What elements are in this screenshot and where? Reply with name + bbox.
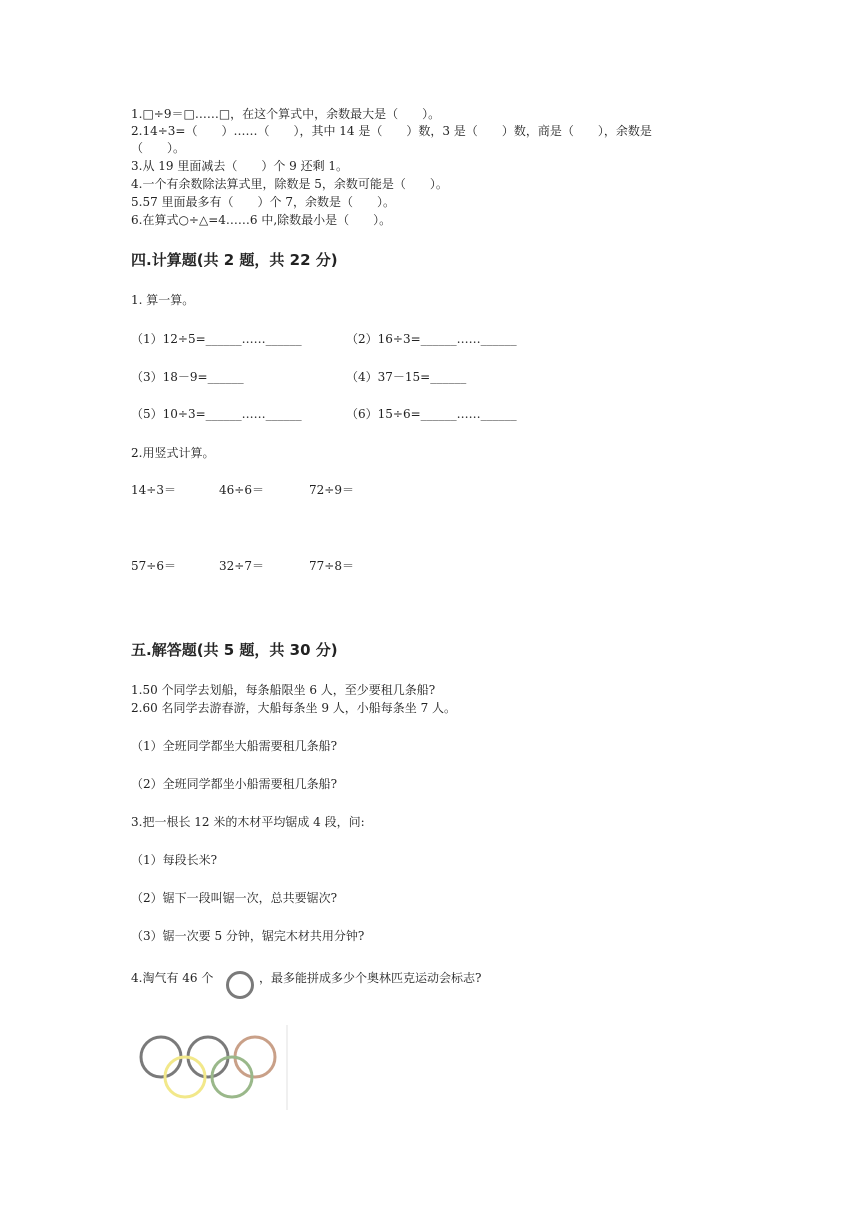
calc-item-3: （3）18－9=______ bbox=[131, 370, 244, 384]
olympic-rings-figure bbox=[135, 1025, 290, 1110]
solve-q3-part2: （2）锯下一段叫锯一次，总共要锯次? bbox=[131, 891, 338, 905]
calc-item-4: （4）37－15=______ bbox=[346, 370, 467, 384]
ring-middle-gray bbox=[188, 1037, 228, 1077]
ring-left-gray bbox=[141, 1037, 181, 1077]
section-5-title: 五.解答题(共 5 题，共 30 分) bbox=[131, 641, 338, 659]
solve-q3-part1: （1）每段长米? bbox=[131, 853, 218, 867]
solve-q2-part2: （2）全班同学都坐小船需要租几条船? bbox=[131, 777, 338, 791]
solve-q3: 3.把一根长 12 米的木材平均锯成 4 段，问: bbox=[131, 815, 365, 829]
solve-q2-part1: （1）全班同学都坐大船需要租几条船? bbox=[131, 739, 338, 753]
calc-item-2: （2）16÷3=______……______ bbox=[346, 332, 517, 346]
fill-question-1: 1.□÷9＝□……□，在这个算式中，余数最大是（ ）。 bbox=[131, 107, 441, 121]
fill-question-4: 4.一个有余数除法算式里，除数是 5，余数可能是（ ）。 bbox=[131, 177, 448, 191]
ring-right-red bbox=[235, 1037, 275, 1077]
vertical-calc-1: 14÷3＝ bbox=[131, 483, 176, 497]
calc-item-6: （6）15÷6=______……______ bbox=[346, 407, 517, 421]
vertical-calc-6: 77÷8＝ bbox=[309, 559, 354, 573]
calc-q1-label: 1. 算一算。 bbox=[131, 293, 195, 307]
section-4-title: 四.计算题(共 2 题，共 22 分) bbox=[131, 251, 338, 269]
ring-green bbox=[212, 1057, 252, 1097]
calc-item-1: （1）12÷5=______……______ bbox=[131, 332, 302, 346]
calc-q2-label: 2.用竖式计算。 bbox=[131, 446, 215, 460]
vertical-calc-3: 72÷9＝ bbox=[309, 483, 354, 497]
single-ring bbox=[228, 973, 253, 998]
solve-q3-part3: （3）锯一次要 5 分钟，锯完木材共用分钟? bbox=[131, 929, 365, 943]
ring-yellow bbox=[165, 1057, 205, 1097]
vertical-calc-4: 57÷6＝ bbox=[131, 559, 176, 573]
fill-question-2-cont: （ ）。 bbox=[131, 141, 186, 155]
solve-q1: 1.50 个同学去划船，每条船限坐 6 人，至少要租几条船? bbox=[131, 683, 436, 697]
fill-question-3: 3.从 19 里面减去（ ）个 9 还剩 1。 bbox=[131, 159, 349, 173]
solve-q4-before: 4.淘气有 46 个 bbox=[131, 971, 214, 985]
solve-q2: 2.60 名同学去游春游，大船每条坐 9 人，小船每条坐 7 人。 bbox=[131, 701, 457, 715]
solve-q4-after: ，最多能拼成多少个奥林匹克运动会标志? bbox=[259, 971, 482, 985]
vertical-calc-2: 46÷6＝ bbox=[219, 483, 264, 497]
vertical-calc-5: 32÷7＝ bbox=[219, 559, 264, 573]
fill-question-6: 6.在算式○÷△=4……6 中,除数最小是（ ）。 bbox=[131, 213, 392, 227]
fill-question-2: 2.14÷3=（ ）……（ ），其中 14 是（ ）数，3 是（ ）数，商是（ ），余数是 bbox=[131, 124, 652, 138]
fill-question-5: 5.57 里面最多有（ ）个 7，余数是（ ）。 bbox=[131, 195, 395, 209]
calc-item-5: （5）10÷3=______……______ bbox=[131, 407, 302, 421]
single-ring-icon bbox=[224, 970, 256, 1000]
